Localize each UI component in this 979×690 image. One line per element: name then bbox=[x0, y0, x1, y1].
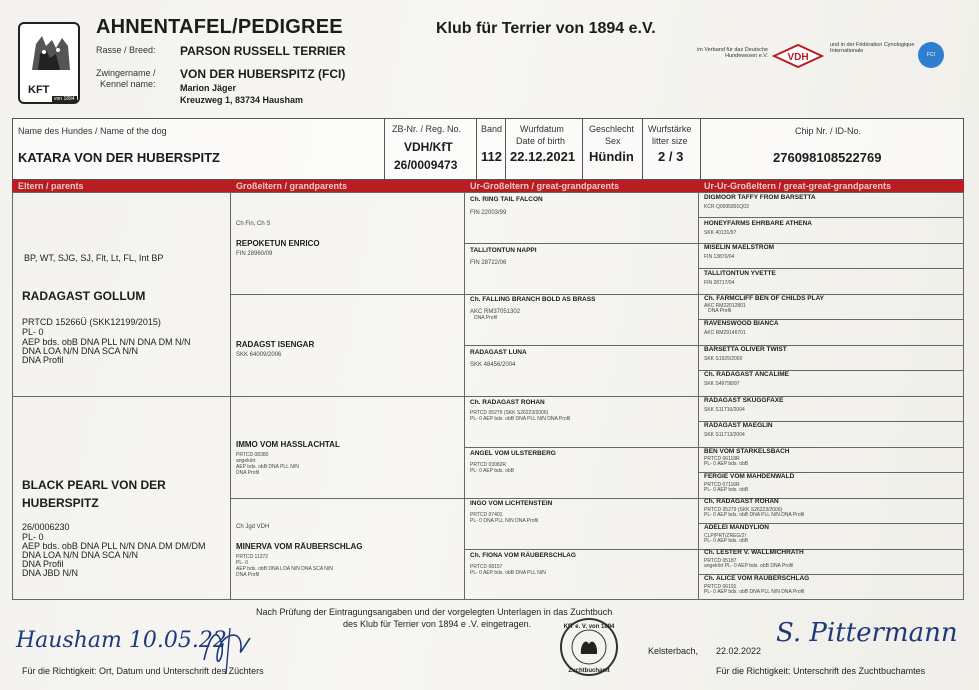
sire-health-1: AEP bds. obB DNA PLL N/N DNA DM N/N bbox=[22, 337, 191, 347]
grid-line bbox=[230, 498, 964, 499]
footer-note-1: Nach Prüfung der Eintragungsangaben und der vorgelegten Unterlagen in das Zuchtbuch bbox=[256, 607, 613, 617]
gggp-name: Ch. ALICE VOM RAUBERSCHLAG bbox=[704, 575, 810, 582]
gggp-name: TALLITONTUN YVETTE bbox=[704, 270, 776, 277]
stamp-bottom-text: Zuchtbuchamt bbox=[568, 668, 610, 674]
gp-health-1: angekört bbox=[236, 458, 256, 464]
sex-value: Hündin bbox=[589, 149, 634, 164]
grid-line bbox=[698, 217, 964, 218]
sire-health-2: DNA LOA N/N DNA SCA N/N bbox=[22, 346, 139, 356]
sire-health-3: DNA Profil bbox=[22, 355, 64, 365]
ggp-reg: AKC RM37051302 bbox=[470, 309, 521, 315]
ggp-name: RADAGAST LUNA bbox=[470, 349, 527, 356]
gggp-name: Ch. RADAGAST ROHAN bbox=[704, 498, 779, 505]
litter-label-1: Wurfstärke bbox=[648, 124, 692, 134]
ggp-name: Ch. RADAGAST ROHAN bbox=[470, 399, 545, 406]
divider bbox=[384, 118, 385, 180]
breed-label: Rasse / Breed: bbox=[96, 45, 156, 55]
footer-note-2: des Klub für Terrier von 1894 e .V. eingetragen. bbox=[343, 619, 532, 629]
gggp-name: Ch. FARMCLIFF BEN OF CHILDS PLAY bbox=[704, 295, 825, 302]
divider bbox=[505, 118, 506, 180]
stamp-top-text: KfT e. V. von 1894 bbox=[563, 624, 615, 630]
gggp-name: HONEYFARMS EHRBARE ATHENA bbox=[704, 220, 812, 227]
chip-value: 276098108522769 bbox=[773, 150, 882, 165]
dam-pl: PL- 0 bbox=[22, 532, 44, 542]
chip-label: Chip Nr. / ID-No. bbox=[795, 126, 862, 136]
gggp-health: PL- 0 AEP bds. obB DNA PLL N/N DNA Profil bbox=[704, 512, 805, 518]
gggp-reg: SKK S49798/97 bbox=[704, 381, 740, 387]
registry-place: Kelsterbach, bbox=[648, 646, 699, 656]
grid-line bbox=[230, 294, 964, 295]
band-great-grandparents: Ur-Großeltern / great-grandparents bbox=[470, 181, 620, 191]
logo-sub: von 1894 bbox=[54, 96, 75, 102]
reg-label: ZB-Nr. / Reg. No. bbox=[392, 124, 462, 134]
gggp-reg: SKK S11716/2004 bbox=[704, 407, 745, 413]
gggp-name: RADAGAST SKUGGFAXE bbox=[704, 397, 784, 404]
gp-reg: PRTCD 08380 bbox=[236, 452, 269, 458]
birth-value: 22.12.2021 bbox=[510, 149, 576, 164]
ggp-reg: SKK 48456/2004 bbox=[470, 362, 516, 368]
gggp-reg: PRTCD 05187 bbox=[704, 558, 737, 564]
gggp-health: DNA Profil bbox=[708, 308, 732, 314]
gggp-name: Ch. LESTER V. WALLMICHRATH bbox=[704, 549, 804, 556]
ggp-health: PL- 0 AEP bds. obB DNA PLL N/N bbox=[470, 570, 546, 576]
gggp-health: angekört PL- 0 AEP bds. obB DNA Profil bbox=[704, 563, 794, 569]
divider bbox=[642, 118, 643, 180]
gp-health-3: DNA Profil bbox=[236, 572, 260, 578]
vdh-text: im Verband für das Deutsche Hundewesen e.V. bbox=[697, 47, 768, 59]
fci-text: und in der Fédération Cynologique Internationale bbox=[830, 42, 915, 54]
dam-reg: 26/0006230 bbox=[22, 522, 70, 532]
club-name: Klub für Terrier von 1894 e.V. bbox=[436, 20, 656, 37]
reg-1: VDH/KfT bbox=[404, 140, 453, 154]
gggp-health: PL- 0 AEP bds. obB bbox=[704, 487, 749, 493]
gggp-reg: PRTCD 06118R bbox=[704, 456, 740, 462]
divider bbox=[582, 118, 583, 180]
ggp-health: DNA Profil bbox=[474, 315, 498, 321]
ggp-name: ANGEL VOM ULSTERBERG bbox=[470, 450, 556, 457]
litter-label-2: litter size bbox=[652, 136, 688, 146]
reg-2: 26/0009473 bbox=[394, 158, 458, 172]
ggp-reg: PRTCD 08157 bbox=[470, 564, 503, 570]
sire-reg: PRTCD 15266Ü (SKK12199/2015) bbox=[22, 317, 161, 327]
sire-name: RADAGAST GOLLUM bbox=[22, 289, 146, 303]
breeder-signature: Hausham 10.05.22 bbox=[16, 628, 227, 653]
dam-name-2: HUBERSPITZ bbox=[22, 496, 99, 510]
gggp-reg: PRTCD 05279 (SKK S26223/2006) bbox=[704, 507, 783, 513]
dam-health-1: AEP bds. obB DNA PLL N/N DNA DM DM/DM bbox=[22, 541, 206, 551]
kennel-label-2: Kennel name: bbox=[100, 79, 156, 89]
ggp-name: TALLITONTUN NAPPI bbox=[470, 247, 537, 254]
owner-address: Kreuzweg 1, 83734 Hausham bbox=[180, 95, 304, 105]
litter-value: 2 / 3 bbox=[658, 149, 684, 164]
ggp-reg: PRTCD 03082R bbox=[470, 462, 507, 468]
gggp-reg: CLP/PRT/ZREG/2! bbox=[704, 533, 746, 539]
gp-name: IMMO VOM HASSLACHTAL bbox=[236, 440, 340, 449]
breed-value: PARSON RUSSELL TERRIER bbox=[180, 44, 346, 58]
band-label: Band bbox=[481, 124, 503, 134]
band-parents: Eltern / parents bbox=[18, 181, 84, 191]
gggp-name: Ch. RADAGAST ANCALIME bbox=[704, 371, 789, 378]
ggp-reg: FIN 28722/06 bbox=[470, 260, 507, 266]
gp-name: MINERVA VOM RÄUBERSCHLAG bbox=[236, 542, 363, 551]
gggp-name: FERGIE VOM MAHDENWALD bbox=[704, 473, 795, 480]
terrier-heads-icon bbox=[26, 30, 74, 78]
gp-health-2: AEP bds. obB DNA LOA N/N DNA SCA N/N bbox=[236, 566, 333, 572]
ggp-name: INGO VOM LICHTENSTEIN bbox=[470, 500, 553, 507]
ggp-reg: FIN 22003/99 bbox=[470, 210, 507, 216]
gggp-reg: SKK S1925/2000 bbox=[704, 356, 743, 362]
gggp-name: DIGMOOR TAFFY FROM BARSETTA bbox=[704, 194, 816, 201]
sire-pl: PL- 0 bbox=[22, 327, 44, 337]
gp-name: REPOKETUN ENRICO bbox=[236, 239, 320, 248]
breeder-caption: Für die Richtigkeit: Ort, Datum und Unterschrift des Züchters bbox=[22, 666, 264, 676]
gggp-name: MISELIN MAELSTROM bbox=[704, 244, 775, 251]
vdh-logo-icon bbox=[772, 43, 824, 69]
dam-health-3: DNA Profil bbox=[22, 559, 64, 569]
birth-label-1: Wurfdatum bbox=[520, 124, 564, 134]
band-grandparents: Großeltern / grandparents bbox=[236, 181, 348, 191]
ggp-name: Ch. FALLING BRANCH BOLD AS BRASS bbox=[470, 296, 596, 303]
logo-text: KFT bbox=[28, 84, 50, 96]
kennel-club-stamp-icon bbox=[558, 616, 620, 678]
ggp-health: PL- 0 AEP bds. obB bbox=[470, 468, 515, 474]
gggp-name: BEN VOM STARKELSBACH bbox=[704, 448, 790, 455]
registry-date: 22.02.2022 bbox=[716, 646, 762, 656]
gp-health-3: DNA Profil bbox=[236, 470, 260, 476]
dam-name-1: BLACK PEARL VON DER bbox=[22, 478, 166, 492]
gggp-name: BARSETTA OLIVER TWIST bbox=[704, 346, 787, 353]
sex-label-1: Geschlecht bbox=[589, 124, 635, 134]
gggp-reg: FIN 13870/04 bbox=[704, 254, 735, 260]
gggp-name: ADELEI MANDYLION bbox=[704, 524, 769, 531]
birth-label-2: Date of birth bbox=[516, 136, 566, 146]
gggp-reg: SKK S11713/2004 bbox=[704, 432, 745, 438]
gggp-reg: SKK 40131/97 bbox=[704, 230, 737, 236]
kennel-value: VON DER HUBERSPITZ (FCI) bbox=[180, 67, 346, 81]
gp-reg: SKK 64009/2006 bbox=[236, 352, 282, 358]
gggp-health: PL- 0 AEP bds. obB DNA PLL N/N DNA Profil bbox=[704, 589, 805, 595]
gggp-reg: PRTCD 06191 bbox=[704, 584, 737, 590]
divider bbox=[700, 118, 701, 180]
gp-health-2: AEP bds. obB DNA PLL N/N bbox=[236, 464, 299, 470]
dog-name: KATARA VON DER HUBERSPITZ bbox=[18, 150, 220, 165]
band-value: 112 bbox=[481, 149, 502, 164]
registry-signature: S. Pittermann bbox=[776, 618, 958, 648]
gp-reg: FIN 28960/09 bbox=[236, 251, 273, 257]
kennel-label-1: Zwingername / bbox=[96, 68, 156, 78]
gp-titles: Ch Fin, Ch S bbox=[236, 221, 271, 227]
gggp-health: PL- 0 AEP bds. obB bbox=[704, 538, 749, 544]
band-great-great-grandparents: Ur-Ur-Großeltern / great-great-grandparents bbox=[704, 181, 892, 191]
sire-titles: BP, WT, SJG, SJ, Flt, Lt, FL, Int BP bbox=[24, 253, 164, 263]
dam-health-2: DNA LOA N/N DNA SCA N/N bbox=[22, 550, 139, 560]
grid-line bbox=[12, 396, 964, 397]
vdh-logo-text: VDH bbox=[787, 52, 809, 63]
grid-line bbox=[698, 268, 964, 269]
dog-name-label: Name des Hundes / Name of the dog bbox=[18, 126, 167, 136]
document-title: AHNENTAFEL/PEDIGREE bbox=[96, 16, 343, 38]
gggp-health: PL- 0 AEP bds. obB bbox=[704, 461, 749, 467]
ggp-reg: PRTCD 05279 (SKK S26223/2006) bbox=[470, 410, 549, 416]
sex-label-2: Sex bbox=[605, 136, 621, 146]
gggp-reg: KCR Q0095891Q03 bbox=[704, 204, 749, 210]
gggp-reg: AKC RM22012801 bbox=[704, 303, 746, 309]
gp-health-1: PL- 0 bbox=[236, 560, 248, 566]
fci-logo: FCI bbox=[918, 42, 944, 68]
ggp-name: Ch. FIONA VOM RÄUBERSCHLAG bbox=[470, 552, 576, 559]
divider bbox=[476, 118, 477, 180]
gp-titles: Ch Jgd VDH bbox=[236, 524, 270, 530]
ggp-reg: PRTCD 07401 bbox=[470, 512, 503, 518]
gggp-name: RAVENSWOOD BIANCA bbox=[704, 320, 779, 327]
ggp-health: PL- 0 AEP bds. obB DNA PLL N/N DNA Profil bbox=[470, 416, 571, 422]
gp-name: RADAGST ISENGAR bbox=[236, 340, 315, 349]
ggp-name: Ch. RING TAIL FALCON bbox=[470, 196, 543, 203]
gggp-reg: FIN 28717/04 bbox=[704, 280, 735, 286]
ggp-health: PL- 0 DNA PLL N/N DNA Profil bbox=[470, 518, 539, 524]
gggp-reg: AKC RM29146701 bbox=[704, 330, 746, 336]
registry-caption: Für die Richtigkeit: Unterschrift des Zuchtbuchamtes bbox=[716, 666, 926, 676]
dam-health-4: DNA JBD N/N bbox=[22, 568, 79, 578]
owner-name: Marion Jäger bbox=[180, 83, 237, 93]
gp-reg: PRTCD 11372 bbox=[236, 554, 269, 560]
kft-logo bbox=[18, 22, 80, 104]
gggp-name: RADAGAST MAEGLIN bbox=[704, 422, 773, 429]
gggp-reg: PRTCD 07116R bbox=[704, 482, 740, 488]
